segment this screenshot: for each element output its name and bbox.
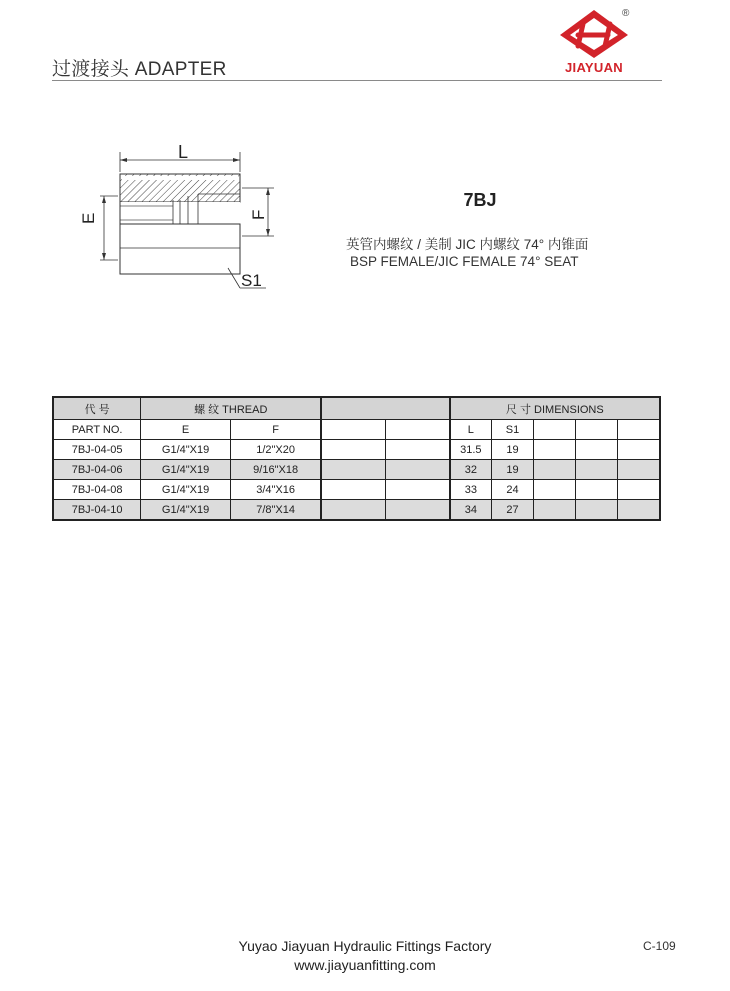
dim-label-S1: S1	[241, 271, 262, 290]
cell-L: 31.5	[450, 440, 492, 460]
cell-S1: 19	[492, 460, 534, 480]
cell-L: 34	[450, 500, 492, 521]
header-thread: 螺 纹 THREAD	[141, 397, 322, 420]
cell-part: 7BJ-04-05	[53, 440, 141, 460]
cell-empty	[386, 440, 450, 460]
cell-empty	[386, 500, 450, 521]
company-logo	[556, 8, 632, 78]
table-header-row-2	[53, 420, 660, 440]
header-E: E	[141, 420, 231, 440]
header-divider	[52, 80, 662, 81]
cell-empty	[575, 480, 617, 500]
table-row	[53, 460, 660, 480]
page-title: 过渡接头 ADAPTER	[52, 59, 227, 80]
dim-label-F: F	[249, 209, 268, 220]
table-row	[53, 480, 660, 500]
cell-E: G1/4"X19	[141, 460, 231, 480]
cell-empty	[533, 460, 575, 480]
cell-S1: 27	[492, 500, 534, 521]
header-empty	[321, 420, 386, 440]
jiayuan-logo-icon	[556, 8, 632, 60]
cell-empty	[321, 480, 386, 500]
cell-empty	[575, 440, 617, 460]
cell-L: 32	[450, 460, 492, 480]
cell-F: 3/4"X16	[230, 480, 321, 500]
cell-empty	[617, 500, 660, 521]
cell-empty	[617, 440, 660, 460]
cell-E: G1/4"X19	[141, 500, 231, 521]
cell-part: 7BJ-04-10	[53, 500, 141, 521]
cell-empty	[575, 500, 617, 521]
cell-F: 1/2"X20	[230, 440, 321, 460]
header-empty	[575, 420, 617, 440]
table-row	[53, 500, 660, 521]
cell-empty	[533, 500, 575, 521]
header-blank	[321, 397, 449, 420]
header-code-cn: 代 号	[53, 397, 141, 420]
product-description-cn: 英管内螺纹 / 美制 JIC 内螺纹 74° 内锥面	[346, 237, 589, 252]
header-empty	[386, 420, 450, 440]
header-part-no: PART NO.	[53, 420, 141, 440]
header-empty	[533, 420, 575, 440]
cell-part: 7BJ-04-08	[53, 480, 141, 500]
cell-empty	[386, 480, 450, 500]
dim-label-L: L	[178, 142, 189, 162]
cell-empty	[533, 480, 575, 500]
logo-wordmark: JIAYUAN	[565, 60, 623, 75]
header-L: L	[450, 420, 492, 440]
cell-empty	[321, 460, 386, 480]
cell-empty	[617, 460, 660, 480]
spec-table	[52, 396, 661, 521]
dim-label-E: E	[79, 212, 98, 224]
header-S1: S1	[492, 420, 534, 440]
header-F: F	[230, 420, 321, 440]
table-row	[53, 440, 660, 460]
cell-E: G1/4"X19	[141, 480, 231, 500]
product-description-en: BSP FEMALE/JIC FEMALE 74° SEAT	[350, 254, 579, 269]
cell-E: G1/4"X19	[141, 440, 231, 460]
product-code: 7BJ	[463, 190, 497, 210]
cell-empty	[575, 460, 617, 480]
cell-S1: 24	[492, 480, 534, 500]
cell-L: 33	[450, 480, 492, 500]
footer-company: Yuyao Jiayuan Hydraulic Fittings Factory	[238, 938, 492, 954]
cell-part: 7BJ-04-06	[53, 460, 141, 480]
page-number: C-109	[643, 939, 676, 953]
cell-empty	[321, 440, 386, 460]
cell-empty	[321, 500, 386, 521]
cell-S1: 19	[492, 440, 534, 460]
registered-mark: ®	[622, 8, 630, 19]
table-header-row-1	[53, 397, 660, 420]
technical-drawing	[78, 138, 288, 298]
cell-empty	[386, 460, 450, 480]
cell-F: 7/8"X14	[230, 500, 321, 521]
header-empty	[617, 420, 660, 440]
footer-website: www.jiayuanfitting.com	[294, 957, 436, 973]
cell-F: 9/16"X18	[230, 460, 321, 480]
cell-empty	[617, 480, 660, 500]
header-dimensions: 尺 寸 DIMENSIONS	[450, 397, 660, 420]
cell-empty	[533, 440, 575, 460]
